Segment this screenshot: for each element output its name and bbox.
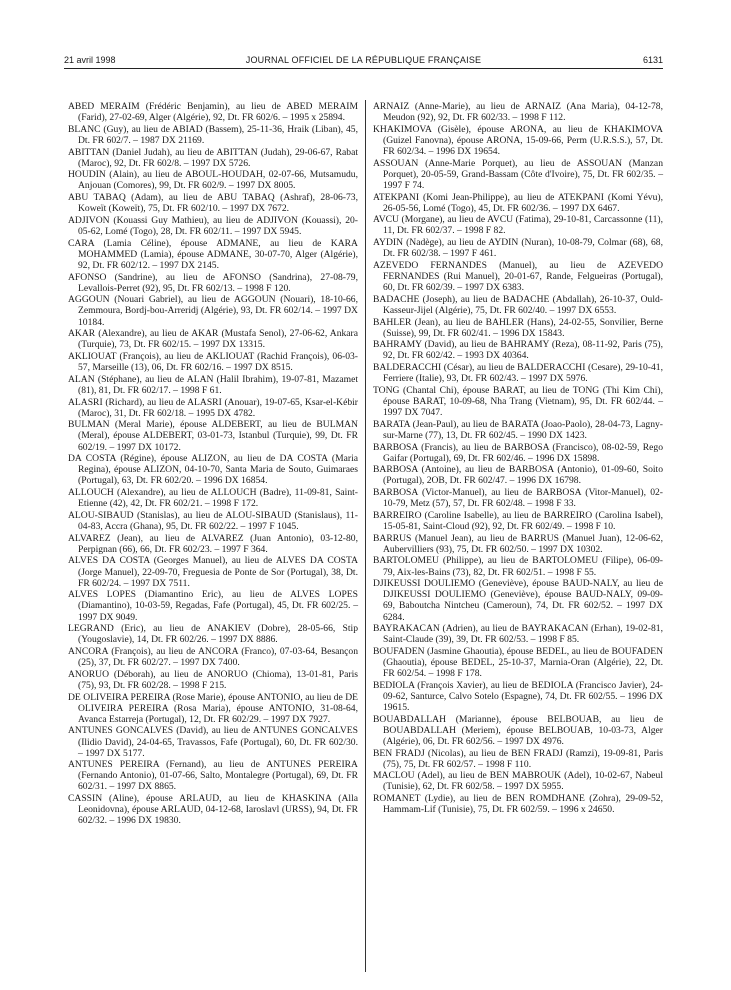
- name-change-entry: ANTUNES PEREIRA (Fernand), au lieu de ANTUNES PEREIRA (Fernando Antonio), 01-07-66, Salto, Montalegre (Portugal), 69, Dt. FR 602/31. – 1997 DX 8865.: [68, 759, 358, 793]
- name-change-entry: BAYRAKACAN (Adrien), au lieu de BAYRAKACAN (Erhan), 19-02-81, Saint-Claude (39), 39, Dt. FR 602/53. – 1998 F 85.: [373, 623, 663, 646]
- page-header: [64, 55, 663, 69]
- name-change-entry: CASSIN (Aline), épouse ARLAUD, au lieu de KHASKINA (Alla Leonidovna), épouse ARLAUD, 04-12-68, Iaroslavl (URSS), 94, Dt. FR 602/32. – 1996 DX 19830.: [68, 793, 358, 827]
- header-rule: [64, 68, 663, 69]
- name-change-entry: ANORUO (Déborah), au lieu de ANORUO (Chioma), 13-01-81, Paris (75), 93, Dt. FR 602/28. – 1998 F 215.: [68, 668, 358, 691]
- name-change-entry: ALOU-SIBAUD (Stanislas), au lieu de ALOU-SIBAUD (Stanislaus), 11-04-83, Accra (Ghana), 95, Dt. FR 602/22. – 1997 F 1045.: [68, 509, 358, 532]
- name-change-entry: LEGRAND (Eric), au lieu de ANAKIEV (Dobre), 28-05-66, Stip (Yougoslavie), 14, Dt. FR 602/26. – 1997 DX 8886.: [68, 623, 358, 646]
- name-change-entry: BARBOSA (Antoine), au lieu de BARBOSA (Antonio), 01-09-60, Soito (Portugal), 2OB, Dt. FR 602/47. – 1996 DX 16798.: [373, 464, 663, 487]
- name-change-entry: ASSOUAN (Anne-Marie Porquet), au lieu de ASSOUAN (Manzan Porquet), 20-05-59, Grand-Bassam (Côte d'Ivoire), 75, Dt. FR 602/35. – 1997 F 74.: [373, 157, 663, 191]
- name-change-entry: ABED MERAIM (Frédéric Benjamin), au lieu de ABED MERAIM (Farid), 27-02-69, Alger (Algérie), 92, Dt. FR 602/6. – 1995 x 25894.: [68, 101, 358, 124]
- name-change-entry: BADACHE (Joseph), au lieu de BADACHE (Abdallah), 26-10-37, Ould-Kasseur-Jijel (Algérie), 75, Dt. FR 602/40. – 1997 DX 6553.: [373, 293, 663, 316]
- name-change-entry: AGGOUN (Nouari Gabriel), au lieu de AGGOUN (Nouari), 18-10-66, Zemmoura, Bordj-bou-Arreridj (Algérie), 93, Dt. FR 602/14. – 1997 DX 10184.: [68, 294, 358, 328]
- name-change-entry: ARNAIZ (Anne-Marie), au lieu de ARNAIZ (Ana Maria), 04-12-78, Meudon (92), 92, Dt. FR 602/33. – 1998 F 112.: [373, 101, 663, 124]
- name-change-entry: BARTOLOMEU (Philippe), au lieu de BARTOLOMEU (Filipe), 06-09-79, Aix-les-Bains (73), 82, Dt. FR 602/51. – 1998 F 55.: [373, 555, 663, 578]
- name-change-entry: MACLOU (Adel), au lieu de BEN MABROUK (Adel), 10-02-67, Nabeul (Tunisie), 62, Dt. FR 602/58. – 1997 DX 5955.: [373, 770, 663, 793]
- name-change-entry: DJIKEUSSI DOULIEMO (Geneviève), épouse BAUD-NALY, au lieu de DJIKEUSSI DOULIEMO (Geneviève), épouse BAUD-NALY, 09-09-69, Baboutcha Nintcheu (Cameroun), 74, Dt. FR 602/52. – 1997 DX 6284.: [373, 578, 663, 623]
- name-change-entry: ABU TABAQ (Adam), au lieu de ABU TABAQ (Ashraf), 28-06-73, Koweït (Koweït), 75, Dt. FR 602/10. – 1997 DX 7672.: [68, 192, 358, 215]
- name-change-entry: ALASRI (Richard), au lieu de ALASRI (Anouar), 19-07-65, Ksar-el-Kébir (Maroc), 31, Dt. FR 602/18. – 1995 DX 4782.: [68, 396, 358, 419]
- name-change-entry: ALVES LOPES (Diamantino Eric), au lieu de ALVES LOPES (Diamantino), 10-03-59, Regadas, Fafe (Portugal), 45, Dt. FR 602/25. – 1997 DX 9049.: [68, 589, 358, 623]
- name-change-entry: ALVES DA COSTA (Georges Manuel), au lieu de ALVES DA COSTA (Jorge Manuel), 22-09-70, Freguesia de Ponte de Sor (Portugal), 38, Dt. FR 602/24. – 1997 DX 7511.: [68, 555, 358, 589]
- name-change-entry: BARBOSA (Victor-Manuel), au lieu de BARBOSA (Vitor-Manuel), 02-10-79, Metz (57), 57, Dt. FR 602/48. – 1998 F 33.: [373, 487, 663, 510]
- name-change-entry: BAHRAMY (David), au lieu de BAHRAMY (Reza), 08-11-92, Paris (75), 92, Dt. FR 602/42. – 1993 DX 40364.: [373, 339, 663, 362]
- name-change-entry: BOUABDALLAH (Marianne), épouse BELBOUAB, au lieu de BOUABDALLAH (Meriem), épouse BELBOUAB, 10-03-73, Alger (Algérie), 06, Dt. FR 602/56. – 1997 DX 4976.: [373, 713, 663, 747]
- name-change-entry: BALDERACCHI (César), au lieu de BALDERACCHI (Cesare), 29-10-41, Ferriere (Italie), 93, Dt. FR 602/43. – 1997 DX 5976.: [373, 362, 663, 385]
- name-change-entry: ALAN (Stéphane), au lieu de ALAN (Halil Ibrahim), 19-07-81, Mazamet (81), 81, Dt. FR 602/17. – 1998 F 61.: [68, 373, 358, 396]
- name-change-entry: BULMAN (Meral Marie), épouse ALDEBERT, au lieu de BULMAN (Meral), épouse ALDEBERT, 03-01-73, Istanbul (Turquie), 99, Dt. FR 602/19. – 1997 DX 10172.: [68, 419, 358, 453]
- name-change-entry: ABITTAN (Daniel Judah), au lieu de ABITTAN (Judah), 29-06-67, Rabat (Maroc), 92, Dt. FR 602/8. – 1997 DX 5726.: [68, 146, 358, 169]
- left-column: [68, 101, 358, 827]
- name-change-entry: DA COSTA (Régine), épouse ALIZON, au lieu de DA COSTA (Maria Regina), épouse ALIZON, 04-10-70, Santa Maria de Souto, Guimaraes (Portugal), 63, Dt. FR 602/20. – 1996 DX 16854.: [68, 453, 358, 487]
- page-number: 6131: [642, 55, 663, 65]
- name-change-entry: AYDIN (Nadège), au lieu de AYDIN (Nuran), 10-08-79, Colmar (68), 68, Dt. FR 602/38. – 1997 F 461.: [373, 237, 663, 260]
- name-change-entry: DE OLIVEIRA PEREIRA (Rose Marie), épouse ANTONIO, au lieu de DE OLIVEIRA PEREIRA (Rosa Maria), épouse ANTONIO, 31-08-64, Avanca Estarreja (Portugal), 12, Dt. FR 602/29. – 1997 DX 7927.: [68, 691, 358, 725]
- name-change-entry: AVCU (Morgane), au lieu de AVCU (Fatima), 29-10-81, Carcassonne (11), 11, Dt. FR 602/37. – 1998 F 82.: [373, 214, 663, 237]
- name-change-entry: BEN FRADJ (Nicolas), au lieu de BEN FRADJ (Ramzi), 19-09-81, Paris (75), 75, Dt. FR 602/57. – 1998 F 110.: [373, 747, 663, 770]
- name-change-entry: ANTUNES GONCALVES (David), au lieu de ANTUNES GONCALVES (Ilidio David), 24-04-65, Travassos, Fafe (Portugal), 60, Dt. FR 602/30. – 1997 DX 5177.: [68, 725, 358, 759]
- name-change-entry: BEDIOLA (François Xavier), au lieu de BEDIOLA (Francisco Javier), 24-09-62, Santurce, Calvo Sotelo (Espagne), 74, Dt. FR 602/55. – 1996 DX 19615.: [373, 679, 663, 714]
- name-change-entry: AKLIOUAT (François), au lieu de AKLIOUAT (Rachid François), 06-03-57, Marseille (13), 06, Dt. FR 602/16. – 1997 DX 8515.: [68, 351, 358, 374]
- name-change-entry: BOUFADEN (Jasmine Ghaoutia), épouse BEDEL, au lieu de BOUFADEN (Ghaoutia), épouse BEDEL, 25-10-37, Marnia-Oran (Algérie), 22, Dt. FR 602/54. – 1998 F 178.: [373, 645, 663, 680]
- column-separator: [365, 100, 366, 972]
- journal-title: JOURNAL OFFICIEL DE LA RÉPUBLIQUE FRANÇAISE: [245, 55, 482, 65]
- name-change-entry: AKAR (Alexandre), au lieu de AKAR (Mustafa Senol), 27-06-62, Ankara (Turquie), 73, Dt. FR 602/15. – 1997 DX 13315.: [68, 328, 358, 351]
- name-change-entry: ADJIVON (Kouassi Guy Mathieu), au lieu de ADJIVON (Kouassi), 20-05-62, Lomé (Togo), 28, Dt. FR 602/11. – 1997 DX 5945.: [68, 214, 358, 237]
- name-change-entry: HOUDIN (Alain), au lieu de ABOUL-HOUDAH, 02-07-66, Mutsamudu, Anjouan (Comores), 99, Dt. FR 602/9. – 1997 DX 8005.: [68, 169, 358, 192]
- name-change-entry: ALLOUCH (Alexandre), au lieu de ALLOUCH (Badre), 11-09-81, Saint-Etienne (42), 42, Dt. FR 602/21. – 1998 F 172.: [68, 487, 358, 510]
- name-change-entry: TONG (Chantal Chi), épouse BARAT, au lieu de TONG (Thi Kim Chi), épouse BARAT, 10-09-68, Nha Trang (Vietnam), 95, Dt. FR 602/44. – 1997 DX 7047.: [373, 384, 663, 419]
- name-change-entry: BAHLER (Jean), au lieu de BAHLER (Hans), 24-02-55, Sonvilier, Berne (Suisse), 99, Dt. FR 602/41. – 1996 DX 15843.: [373, 316, 663, 339]
- right-column: [373, 101, 663, 816]
- name-change-entry: BARRUS (Manuel Jean), au lieu de BARRUS (Manuel Juan), 12-06-62, Aubervilliers (93), 75, Dt. FR 602/50. – 1997 DX 10302.: [373, 532, 663, 555]
- name-change-entry: BARATA (Jean-Paul), au lieu de BARATA (Joao-Paolo), 28-04-73, Lagny-sur-Marne (77), 13, Dt. FR 602/45. – 1990 DX 1423.: [373, 418, 663, 441]
- name-change-entry: BARBOSA (Francis), au lieu de BARBOSA (Francisco), 08-02-59, Rego Gaifar (Portugal), 69, Dt. FR 602/46. – 1996 DX 15898.: [373, 441, 663, 464]
- name-change-entry: ALVAREZ (Jean), au lieu de ALVAREZ (Juan Antonio), 03-12-80, Perpignan (66), 66, Dt. FR 602/23. – 1997 F 364.: [68, 532, 358, 555]
- name-change-entry: ANCORA (François), au lieu de ANCORA (Franco), 07-03-64, Besançon (25), 37, Dt. FR 602/27. – 1997 DX 7400.: [68, 645, 358, 669]
- name-change-entry: AFONSO (Sandrine), au lieu de AFONSO (Sandrina), 27-08-79, Levallois-Perret (92), 95, Dt. FR 602/13. – 1998 F 120.: [68, 271, 358, 294]
- name-change-entry: AZEVEDO FERNANDES (Manuel), au lieu de AZEVEDO FERNANDES (Rui Manuel), 20-01-67, Rande, Felgueiras (Portugal), 60, Dt. FR 602/39. – 1997 DX 6383.: [373, 259, 663, 294]
- name-change-entry: BARREIRO (Caroline Isabelle), au lieu de BARREIRO (Carolina Isabel), 15-05-81, Saint-Cloud (92), 92, Dt. FR 602/49. – 1998 F 10.: [373, 509, 663, 532]
- header-date: 21 avril 1998: [64, 55, 116, 65]
- name-change-entry: BLANC (Guy), au lieu de ABIAD (Bassem), 25-11-36, Hraik (Liban), 45, Dt. FR 602/7. – 1987 DX 21169.: [68, 123, 358, 146]
- name-change-entry: ROMANET (Lydie), au lieu de BEN ROMDHANE (Zohra), 29-09-52, Hammam-Lif (Tunisie), 75, Dt. FR 602/59. – 1996 x 24650.: [373, 793, 663, 816]
- name-change-entry: KHAKIMOVA (Gisèle), épouse ARONA, au lieu de KHAKIMOVA (Guizel Fanovna), épouse ARONA, 15-09-66, Perm (U.R.S.S.), 57, Dt. FR 602/34. – 1996 DX 19654.: [373, 123, 663, 157]
- name-change-entry: ATEKPANI (Komi Jean-Philippe), au lieu de ATEKPANI (Komi Yévu), 26-05-56, Lomé (Togo), 45, Dt. FR 602/36. – 1997 DX 6467.: [373, 191, 663, 214]
- name-change-entry: CARA (Lamia Céline), épouse ADMANE, au lieu de KARA MOHAMMED (Lamia), épouse ADMANE, 30-07-70, Alger (Algérie), 92, Dt. FR 602/12. – 1997 DX 2145.: [68, 237, 358, 271]
